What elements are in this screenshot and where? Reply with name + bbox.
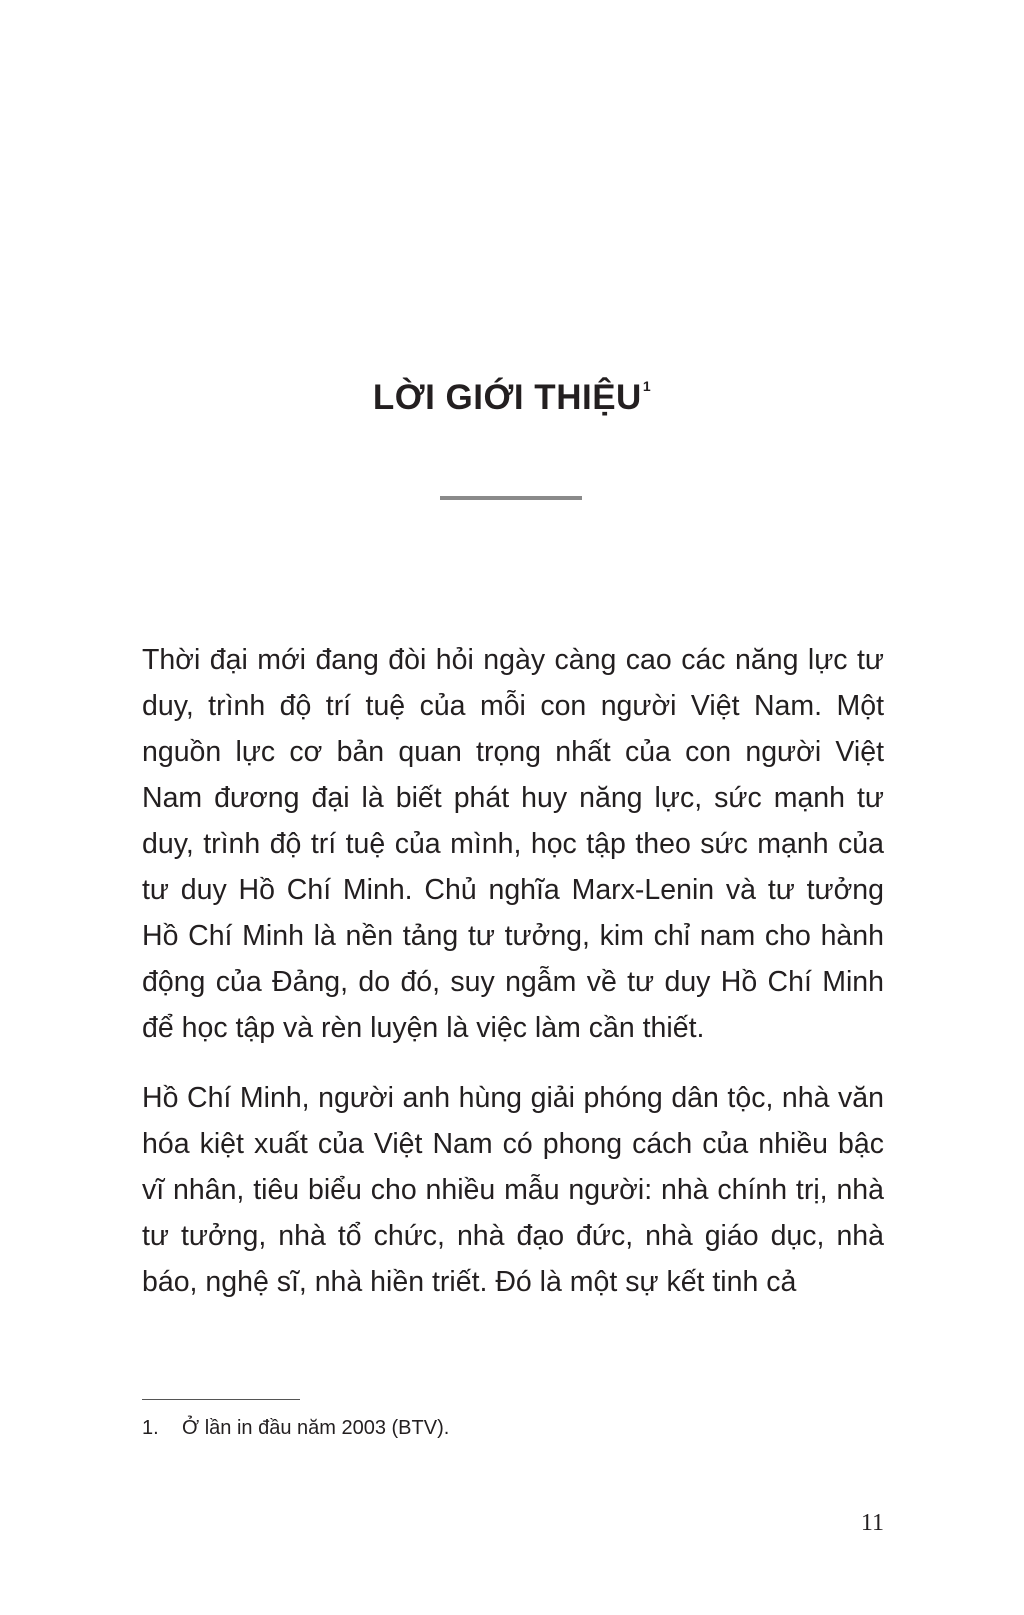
- paragraph: Thời đại mới đang đòi hỏi ngày càng cao các năng lực tư duy, trình độ trí tuệ của mỗi con người Việt Nam. Một nguồn lực cơ bản quan trọng nhất của con người Việt Nam đương đại là biết phát huy năng lực, sức mạnh tư duy, trình độ trí tuệ của mình, học tập theo sức mạnh của tư duy Hồ Chí Minh. Chủ nghĩa Marx-Lenin và tư tưởng Hồ Chí Minh là nền tảng tư tưởng, kim chỉ nam cho hành động của Đảng, do đó, suy ngẫm về tư duy Hồ Chí Minh để học tập và rèn luyện là việc làm cần thiết.: [142, 644, 884, 1044]
- title-divider: [440, 496, 582, 500]
- footnote-divider: [142, 1399, 300, 1400]
- chapter-title: [0, 378, 1024, 418]
- footnote-reference: 1: [642, 378, 652, 394]
- chapter-title-text: LỜI GIỚI THIỆU: [372, 378, 642, 417]
- footnote: [142, 1417, 449, 1440]
- footnote-number: 1.: [142, 1417, 159, 1439]
- body-text: [142, 637, 884, 1329]
- footnote-text: Ở lần in đầu năm 2003 (BTV).: [182, 1417, 450, 1439]
- page-number: 11: [860, 1510, 884, 1536]
- paragraph: Hồ Chí Minh, người anh hùng giải phóng dân tộc, nhà văn hóa kiệt xuất của Việt Nam có phong cách của nhiều bậc vĩ nhân, tiêu biểu cho nhiều mẫu người: nhà chính trị, nhà tư tưởng, nhà tổ chức, nhà đạo đức, nhà giáo dục, nhà báo, nghệ sĩ, nhà hiền triết. Đó là một sự kết tinh cả: [142, 1082, 884, 1298]
